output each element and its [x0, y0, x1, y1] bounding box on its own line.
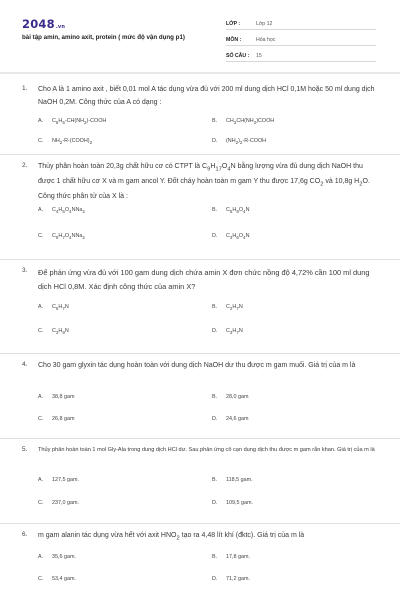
option-text: 53,4 gam.	[52, 576, 76, 582]
option-text: $C_6H_5-CH(NH_2)$-COOH	[52, 118, 107, 126]
option-text: 35,6 gam.	[52, 554, 76, 560]
option-letter: B.	[212, 118, 218, 124]
option-letter: A.	[38, 207, 44, 213]
option-text: $C_4H_5O_4NNa_2$	[52, 207, 85, 215]
answer-option[interactable]	[38, 416, 74, 422]
answer-option[interactable]	[38, 233, 85, 240]
answer-option[interactable]	[38, 207, 85, 214]
meta-row-count	[226, 48, 376, 62]
answer-option[interactable]	[38, 576, 76, 582]
question-item	[0, 155, 400, 260]
option-letter: B.	[212, 554, 218, 560]
answer-option[interactable]	[38, 477, 79, 483]
option-text: $NH_2-R-(COOH)_2$	[52, 138, 93, 146]
answer-option[interactable]	[38, 304, 69, 311]
question-item	[0, 260, 400, 354]
question-number: 6.	[22, 531, 28, 538]
answer-option[interactable]	[212, 394, 248, 400]
meta-label: MÔN :	[226, 37, 242, 43]
option-text: $C_3H_6O_4N$	[226, 233, 250, 241]
option-letter: D.	[212, 576, 218, 582]
meta-value: Hóa học	[256, 37, 276, 43]
answer-option[interactable]	[212, 416, 248, 422]
option-text: 38,8 gam	[52, 394, 75, 400]
question-number: 4.	[22, 361, 28, 368]
worksheet-title: bài tập amin, amino axit, protein ( mức độ vận dụng p1)	[22, 34, 185, 41]
option-letter: C.	[38, 233, 44, 239]
logo-tld: .vn	[55, 24, 66, 30]
question-text: Thủy phân hoàn toàn 20,3g chất hữu cơ có CTPT là $C_9H_{17}O_4N$ bằng lượng vừa đủ dung dịch NaOH thu được 1 chất hữu cơ X và m gam ancol Y. Đốt cháy hoàn toàn m gam Y thu được 17,6g $CO_2$ và 10,8g $H_2O$. Công thức phân tử của X là :	[38, 163, 370, 200]
answer-option[interactable]	[212, 328, 243, 335]
answer-option[interactable]	[38, 138, 92, 145]
question-number: 1.	[22, 85, 28, 92]
question-number: 5.	[22, 446, 28, 453]
option-text: $C_6H_7N$	[52, 304, 69, 312]
option-text: $(NH_2)_2-R$-COOH	[226, 138, 267, 146]
question-list	[0, 78, 400, 596]
question-item	[0, 78, 400, 155]
option-text: 118,5 gam.	[226, 477, 253, 483]
question-text: Cho 30 gam glyxin tác dụng hoàn toàn với dung dịch NaOH dư thu được m gam muối. Giá trị của m là	[38, 362, 356, 369]
question-item	[0, 354, 400, 439]
answer-option[interactable]	[212, 233, 249, 240]
option-letter: D.	[212, 233, 218, 239]
option-letter: C.	[38, 576, 44, 582]
question-text: Để phản ứng vừa đủ với 100 gam dung dịch chứa amin X đơn chức nồng độ 4,72% cần 100 ml dung dịch HCl 0,8M. Xác định công thức của amin X?	[38, 268, 370, 291]
option-letter: A.	[38, 394, 44, 400]
option-letter: B.	[212, 394, 218, 400]
answer-option[interactable]	[212, 138, 266, 145]
question-item	[0, 439, 400, 524]
option-letter: B.	[212, 207, 218, 213]
answer-option[interactable]	[38, 118, 106, 125]
answer-option[interactable]	[212, 304, 243, 311]
meta-row-class	[226, 16, 376, 30]
question-item	[0, 524, 400, 596]
option-letter: C.	[38, 500, 44, 506]
option-text: 26,8 gam	[52, 416, 75, 422]
answer-option[interactable]	[212, 207, 249, 214]
option-text: 24,6 gam	[226, 416, 249, 422]
question-number: 3.	[22, 267, 28, 274]
option-letter: A.	[38, 118, 44, 124]
answer-option[interactable]	[212, 477, 253, 483]
question-text: m gam alanin tác dụng vừa hết với axit $HNO_2$ tạo ra 4,48 lít khí (đktc). Giá trị của m là	[38, 532, 305, 542]
question-text: Cho A là 1 amino axit , biết 0,01 mol A tác dụng vừa đủ với 200 ml dung dịch HCl 0,1M hoặc 50 ml dung dịch NaOH 0,2M. Công thức của A có dạng :	[38, 86, 375, 106]
answer-option[interactable]	[212, 500, 253, 506]
question-number: 2.	[22, 162, 28, 169]
option-letter: C.	[38, 416, 44, 422]
option-text: 71,2 gam.	[226, 576, 250, 582]
logo-main: 2048	[22, 17, 55, 31]
option-text: $CH_3CH(NH_2)COOH$	[226, 118, 275, 126]
option-text: 127,5 gam.	[52, 477, 79, 483]
option-letter: A.	[38, 304, 44, 310]
option-text: $C_2H_7N$	[226, 304, 243, 312]
answer-option[interactable]	[212, 576, 250, 582]
question-text: Thủy phân hoàn toàn 1 mol Gly-Ala trong dung dịch HCl dư. Sau phản ứng cô cạn dung dịch thu được m gam rắn khan. Giá trị của m là	[38, 447, 375, 453]
site-logo[interactable]	[22, 17, 65, 31]
option-text: 17,8 gam.	[226, 554, 250, 560]
option-letter: D.	[212, 416, 218, 422]
option-text: $C_3H_7N$	[226, 328, 243, 336]
answer-option[interactable]	[212, 118, 274, 125]
option-text: 237,0 gam.	[52, 500, 79, 506]
meta-row-subject	[226, 32, 376, 46]
option-text: $C_5H_7O_4NNa_2$	[52, 233, 85, 241]
option-letter: A.	[38, 477, 44, 483]
option-letter: B.	[212, 477, 218, 483]
option-letter: C.	[38, 328, 44, 334]
option-letter: D.	[212, 138, 218, 144]
option-text: 109,5 gam.	[226, 500, 253, 506]
meta-info	[226, 16, 376, 64]
option-text: $C_3H_9N$	[52, 328, 69, 336]
option-text: 28,0 gam	[226, 394, 249, 400]
option-letter: D.	[212, 328, 218, 334]
answer-option[interactable]	[212, 554, 250, 560]
meta-value: Lớp 12	[256, 21, 273, 27]
answer-option[interactable]	[38, 328, 69, 335]
answer-option[interactable]	[38, 554, 76, 560]
option-letter: C.	[38, 138, 44, 144]
meta-label: LỚP :	[226, 21, 241, 27]
answer-option[interactable]	[38, 500, 79, 506]
option-letter: A.	[38, 554, 44, 560]
meta-label: SỐ CÂU :	[226, 53, 250, 59]
answer-option[interactable]	[38, 394, 74, 400]
header	[0, 0, 400, 72]
option-text: $C_5H_9O_4N$	[226, 207, 250, 215]
option-letter: B.	[212, 304, 218, 310]
option-letter: D.	[212, 500, 218, 506]
meta-value: 15	[256, 53, 262, 59]
header-divider	[0, 72, 400, 74]
